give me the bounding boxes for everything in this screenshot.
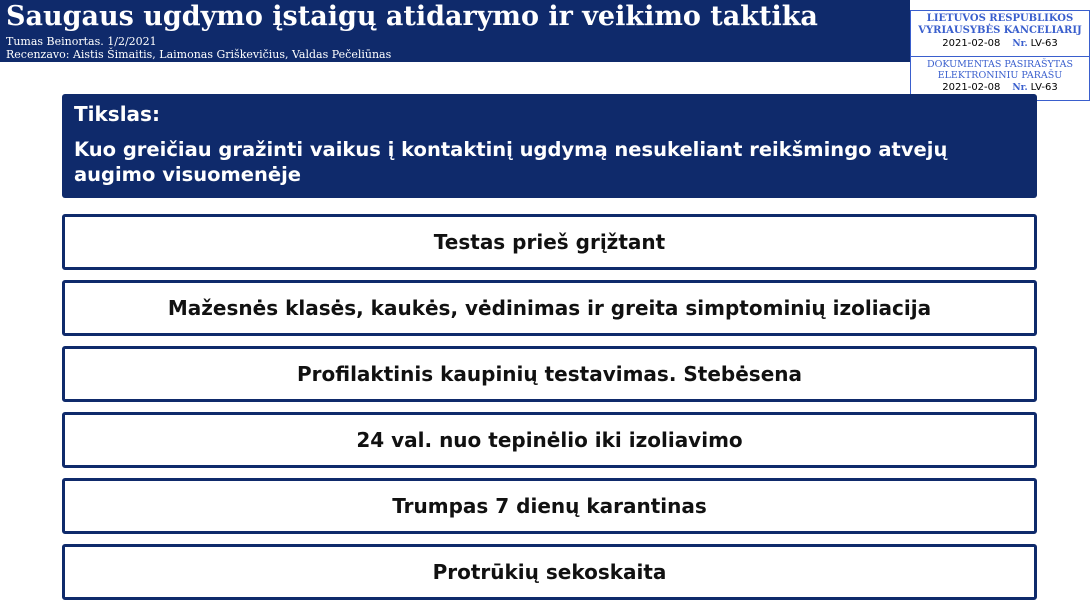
measures-list <box>62 214 1037 610</box>
measure-item: Mažesnės klasės, kaukės, vėdinimas ir greita simptominių izoliacija <box>62 280 1037 336</box>
measure-item: Profilaktinis kaupinių testavimas. Stebėsena <box>62 346 1037 402</box>
stamp-date-number <box>911 37 1089 51</box>
stamp-number: LV-63 <box>1030 38 1058 49</box>
stamp-date: 2021-02-08 <box>942 82 1001 93</box>
measure-item: Protrūkių sekoskaita <box>62 544 1037 600</box>
goal-text: Kuo greičiau gražinti vaikus į kontaktinį ugdymą nesukeliant reikšmingo atvejų augimo visuomenėje <box>74 138 948 186</box>
measure-item: 24 val. nuo tepinėlio iki izoliavimo <box>62 412 1037 468</box>
page-title: Saugaus ugdymo įstaigų atidarymo ir veikimo taktika <box>6 1 818 32</box>
reviewers-line: Recenzavo: Aistis Šimaitis, Laimonas Griškevičius, Valdas Pečeliūnas <box>6 48 392 61</box>
goal-box <box>62 94 1037 198</box>
registration-stamp <box>910 10 1090 57</box>
stamp-number-label: Nr. <box>1012 83 1028 93</box>
goal-heading: Tikslas: <box>74 102 160 126</box>
measure-item: Testas prieš grįžtant <box>62 214 1037 270</box>
author-line: Tumas Beinortas. 1/2/2021 <box>6 35 157 48</box>
stamp-date: 2021-02-08 <box>942 38 1001 49</box>
stamp-signature-text: DOKUMENTAS PASIRAŠYTAS ELEKTRONINIU PARAŠU <box>927 59 1073 81</box>
stamp-number: LV-63 <box>1030 82 1058 93</box>
stamp-number-label: Nr. <box>1012 39 1028 49</box>
title-banner <box>0 0 910 62</box>
stamp-org-name: LIETUVOS RESPUBLIKOS VYRIAUSYBĖS KANCELIARIJ <box>918 13 1082 36</box>
measure-item: Trumpas 7 dienų karantinas <box>62 478 1037 534</box>
stamp-date-number <box>911 81 1089 95</box>
